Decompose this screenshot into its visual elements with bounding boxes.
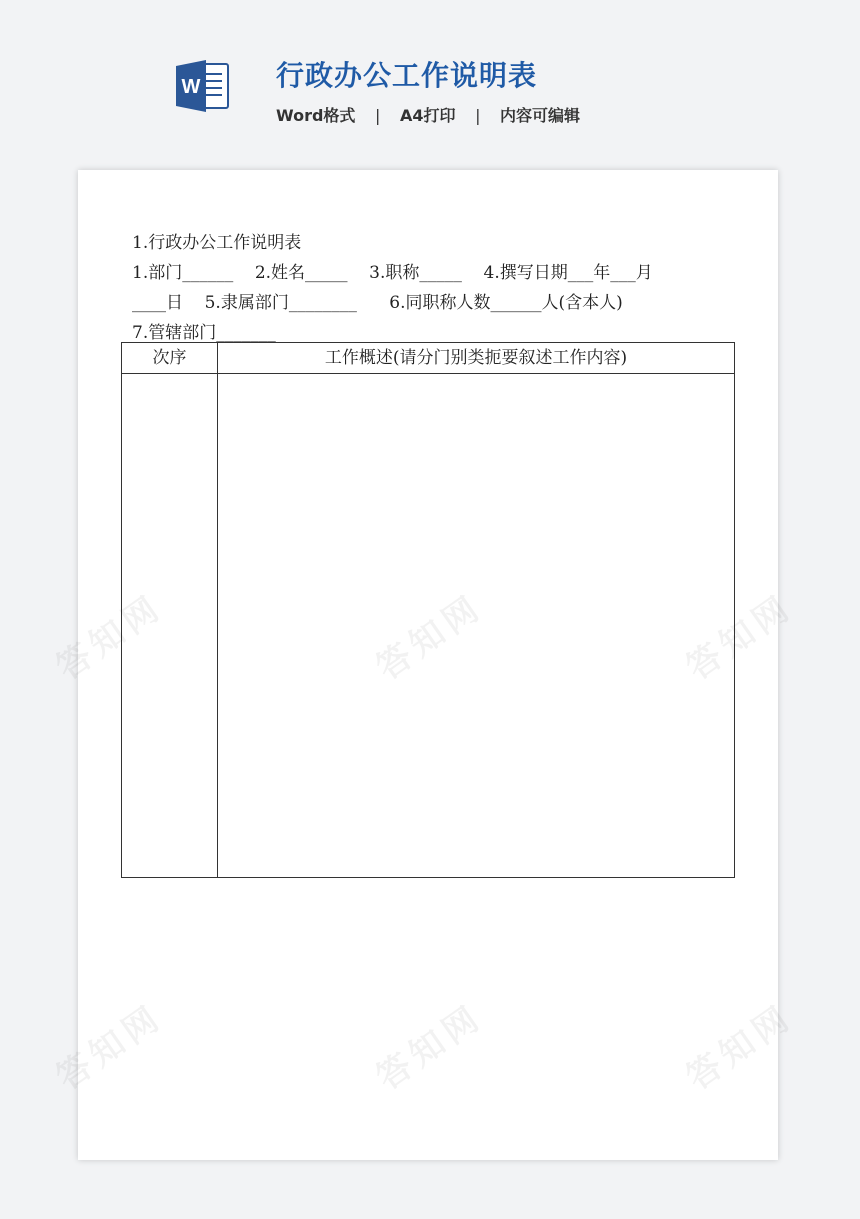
tag-word-format: Word格式 (276, 106, 356, 125)
doc-line-fields-2: ____日 5.隶属部门________ 6.同职称人数______人(含本人) (132, 293, 623, 313)
svg-text:W: W (181, 76, 201, 98)
watermark: 答知网 (49, 996, 171, 1099)
doc-heading: 1.行政办公工作说明表 (132, 233, 302, 253)
tag-a4-print: A4打印 (399, 106, 456, 125)
doc-line-fields-3: 7.管辖部门_______ (132, 323, 276, 343)
column-header-work-summary: 工作概述(请分门别类扼要叙述工作内容) (324, 348, 628, 368)
document-page (49, 170, 801, 1160)
table-header-row (122, 343, 734, 374)
document-body (132, 228, 752, 348)
watermark: 答知网 (369, 586, 491, 689)
tag-editable: 内容可编辑 (500, 106, 581, 125)
watermark: 答知网 (369, 996, 491, 1099)
word-icon (176, 60, 230, 112)
table-column-divider (217, 343, 218, 877)
page-header (0, 0, 860, 150)
watermark: 答知网 (679, 996, 801, 1099)
page-title: 行政办公工作说明表 (276, 59, 538, 92)
watermark: 答知网 (49, 586, 171, 689)
tag-separator: | (475, 106, 481, 125)
format-tags (276, 103, 580, 126)
column-header-order: 次序 (152, 348, 187, 368)
doc-line-fields-1: 1.部门______ 2.姓名_____ 3.职称_____ 4.撰写日期___年___月 (132, 263, 653, 283)
tag-separator: | (375, 106, 381, 125)
watermark: 答知网 (679, 586, 801, 689)
